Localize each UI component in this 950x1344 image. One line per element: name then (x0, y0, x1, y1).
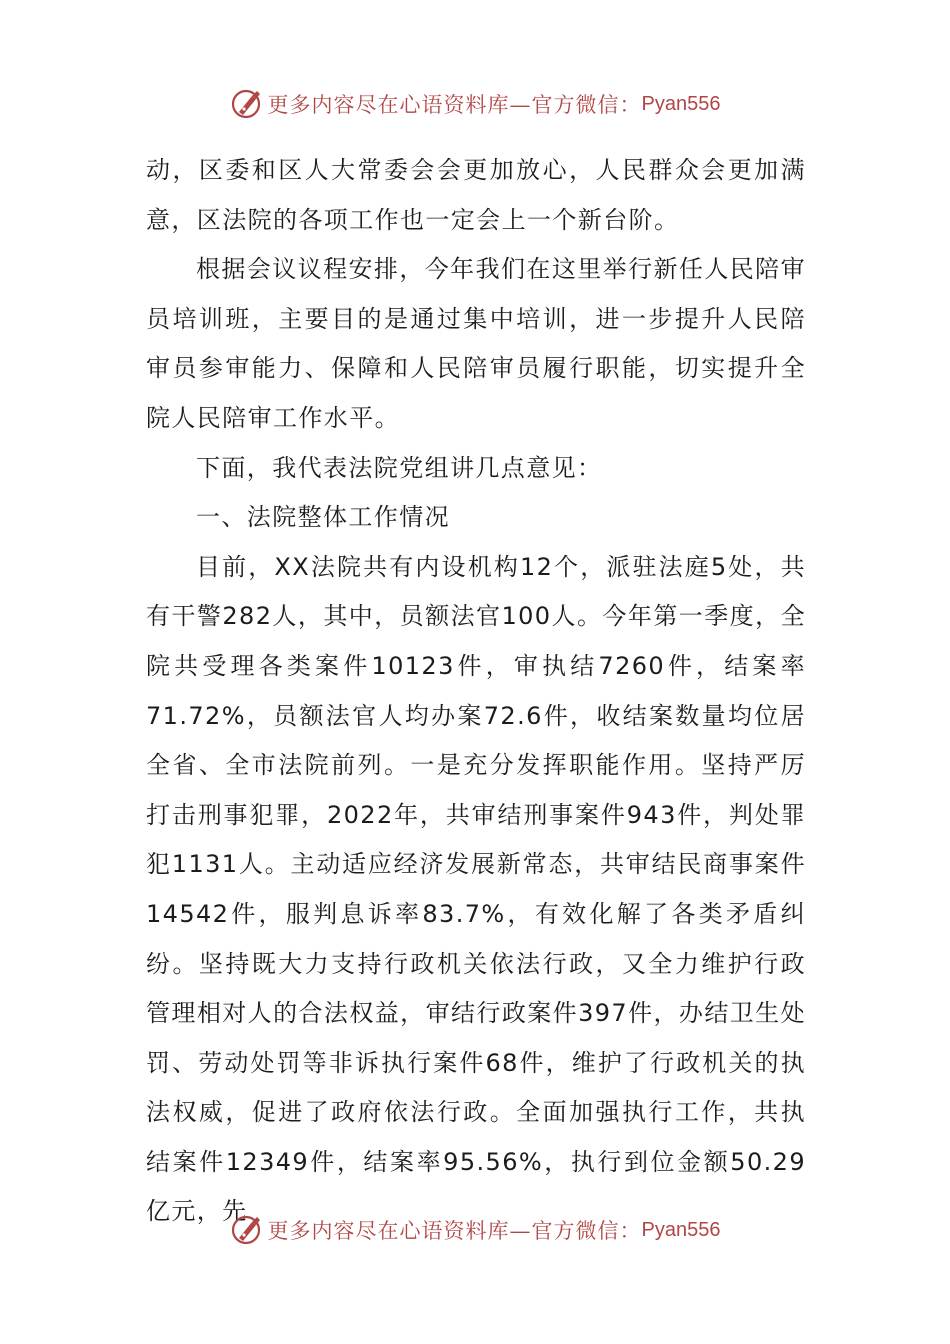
watermark-wechat-id: Pyan556 (641, 92, 721, 115)
pen-nib-seal-icon (230, 87, 264, 121)
section-heading: 一、法院整体工作情况 (196, 503, 450, 532)
paragraph-court-overview: 目前，XX法院共有内设机构12个，派驻法庭5处，共有干警282人，其中，员额法官100人。今年第一季度，全院共受理各类案件10123件，审执结7260件，结案率71.72%，员额法官人均办案72.6件，收结案数量均位居全省、全市法院前列。一是充分发挥职能作用。坚持严厉打击刑事犯罪，2022年，共审结刑事案件943件，判处罪犯1131人。主动适应经济发展新常态，共审结民商事案件14542件，服判息诉率83.7%，有效化解了各类矛盾纠纷。坚持既大力支持行政机关依法行政，又全力维护行政管理相对人的合法权益，审结行政案件397件，办结卫生处罚、劳动处罚等非诉执行案件68件，维护了行政机关的执法权威，促进了政府依法行政。全面加强执行工作，共执结案件12349件，结案率95.56%，执行到位金额50.29亿元，先 (146, 552, 806, 1226)
paragraph-training-purpose: 根据会议议程安排，今年我们在这里举行新任人民陪审员培训班，主要目的是通过集中培训，进一步提升人民陪审员参审能力、保障和人民陪审员履行职能，切实提升全院人民陪审工作水平。 (146, 255, 806, 432)
watermark-text: 更多内容尽在心语资料库—官方微信： (267, 1219, 642, 1243)
pen-nib-seal-icon (230, 1213, 264, 1247)
watermark-footer (0, 1210, 950, 1250)
paragraph-opinions-intro: 下面，我代表法院党组讲几点意见： (196, 453, 603, 482)
watermark-header (0, 84, 950, 124)
watermark-text: 更多内容尽在心语资料库—官方微信： (267, 93, 642, 117)
watermark-wechat-id: Pyan556 (641, 1218, 721, 1241)
document-body (146, 146, 806, 1237)
paragraph-continuation: 动，区委和区人大常委会会更加放心，人民群众会更加满意，区法院的各项工作也一定会上一个新台阶。 (146, 156, 806, 234)
